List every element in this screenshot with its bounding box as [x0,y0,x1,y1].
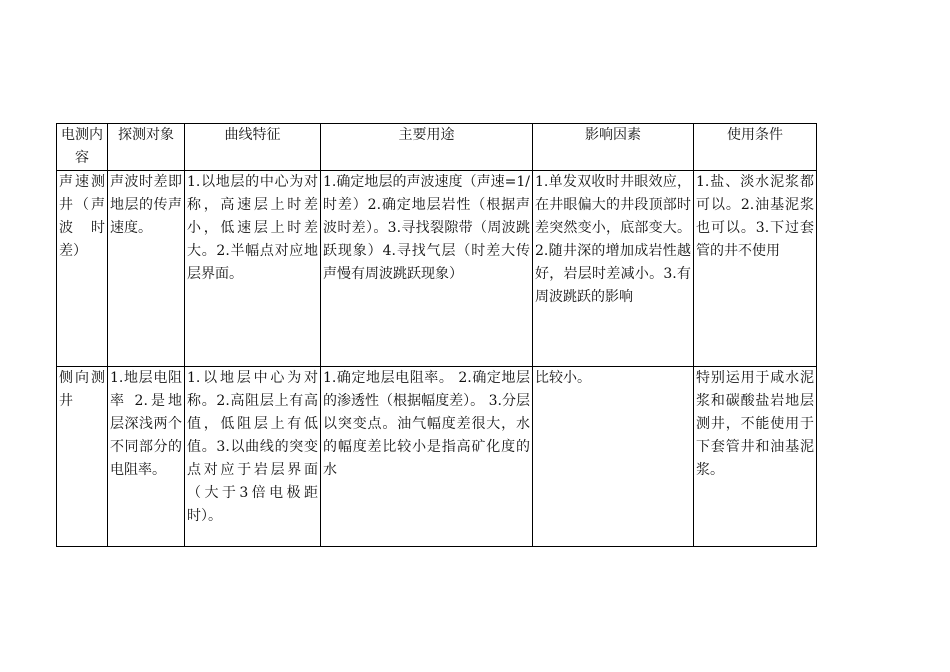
header-content: 电测内容 [57,124,108,171]
cell-condition: 1.盐、淡水泥浆都可以。2.油基泥浆也可以。3.下过套管的井不使用 [694,171,817,367]
cell-content: 声速测井（声波时差） [57,171,108,367]
cell-factor: 1.单发双收时井眼效应，在井眼偏大的井段顶部时差突然变小，底部变大。2.随井深的增加成岩性越好，岩层时差减小。3.有周波跳跃的影响 [533,171,694,367]
header-use: 主要用途 [321,124,533,171]
header-curve: 曲线特征 [185,124,321,171]
logging-methods-table [56,123,817,547]
table-row [57,171,817,367]
cell-factor: 比较小。 [533,367,694,547]
cell-object: 1.地层电阻率 2.是地层深浅两个不同部分的电阻率。 [108,367,185,547]
cell-use: 1.确定地层的声波速度（声速=1/时差）2.确定地层岩性（根据声波时差）。3.寻找裂隙带（周波跳跃现象）4.寻找气层（时差大传声慢有周波跳跃现象） [321,171,533,367]
header-condition: 使用条件 [694,124,817,171]
cell-condition: 特别运用于咸水泥浆和碳酸盐岩地层测井，不能使用于下套管井和油基泥浆。 [694,367,817,547]
header-factor: 影响因素 [533,124,694,171]
cell-curve: 1.以地层中心为对称。2.高阻层上有高值，低阻层上有低值。3.以曲线的突变点对应于岩层界面（大于3倍电极距时）。 [185,367,321,547]
table-row [57,367,817,547]
cell-curve: 1.以地层的中心为对称，高速层上时差小，低速层上时差大。2.半幅点对应地层界面。 [185,171,321,367]
cell-use: 1.确定地层电阻率。 2.确定地层的渗透性（根据幅度差）。 3.分层以突变点。油气幅度差很大，水的幅度差比较小是指高矿化度的水 [321,367,533,547]
table-header-row [57,124,817,171]
cell-object: 声波时差即地层的传声速度。 [108,171,185,367]
cell-content: 侧向测井 [57,367,108,547]
header-object: 探测对象 [108,124,185,171]
